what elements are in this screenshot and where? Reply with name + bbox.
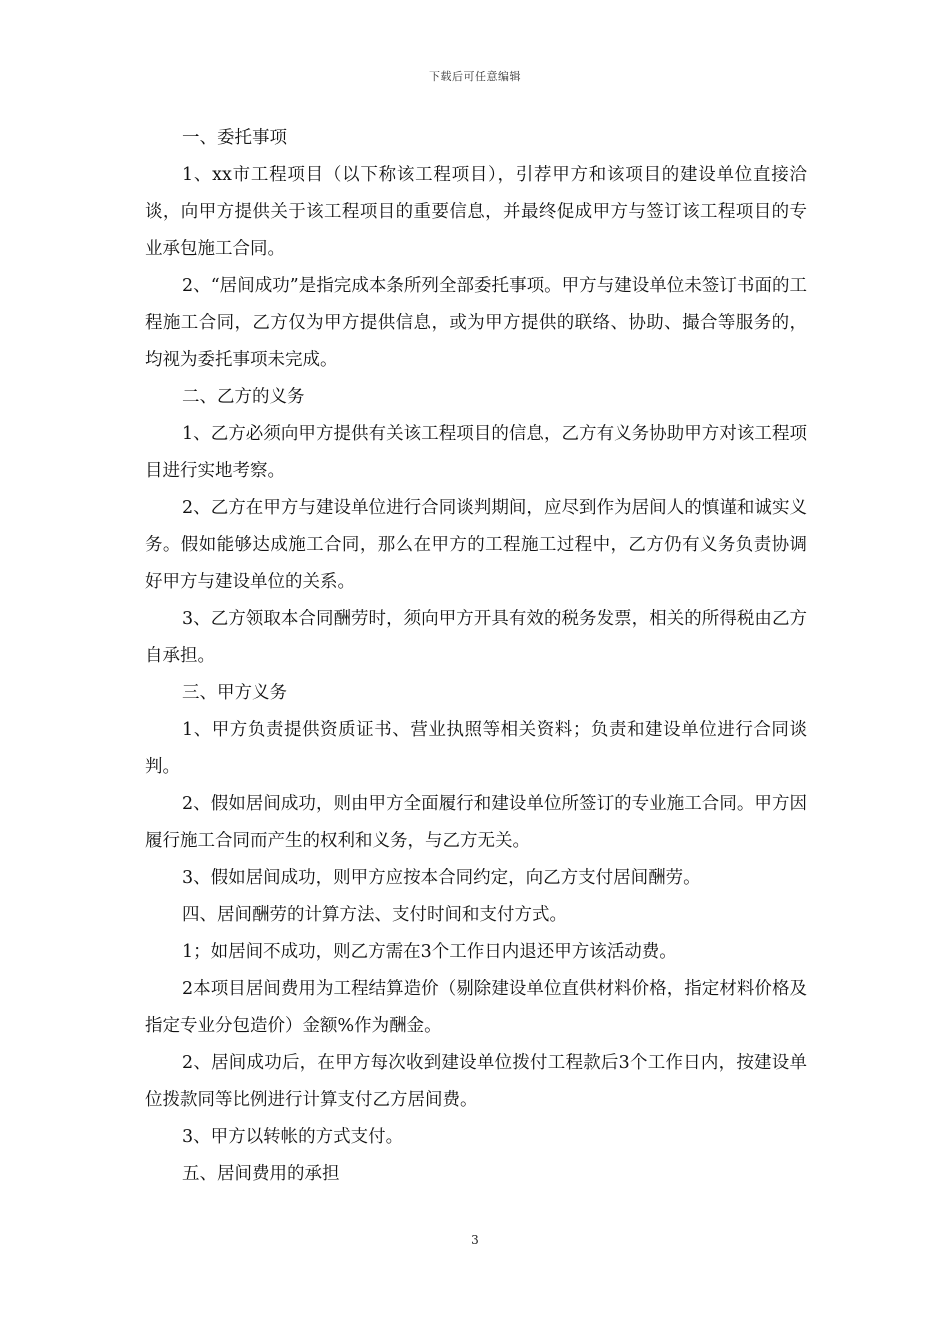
section-heading: 五、居间费用的承担 [182, 1164, 340, 1184]
page-header: 下载后可任意编辑 [429, 70, 521, 83]
paragraph: 3、假如居间成功，则甲方应按本合同约定，向乙方支付居间酬劳。 [182, 868, 701, 888]
section-heading: 二、乙方的义务 [182, 387, 305, 407]
paragraph: 1、xx市工程项目（以下称该工程项目），引荐甲方和该项目的建设单位直接洽谈，向甲方提供关于该工程项目的重要信息，并最终促成甲方与签订该工程项目的专业承包施工合同。 [145, 165, 807, 259]
document-body [145, 120, 807, 1193]
section-heading: 四、居间酬劳的计算方法、支付时间和支付方式。 [182, 905, 567, 925]
paragraph: 1；如居间不成功，则乙方需在3个工作日内退还甲方该活动费。 [182, 942, 677, 962]
paragraph: 3、乙方领取本合同酬劳时，须向甲方开具有效的税务发票，相关的所得税由乙方自承担。 [145, 609, 807, 666]
paragraph: 1、甲方负责提供资质证书、营业执照等相关资料；负责和建设单位进行合同谈判。 [145, 720, 807, 777]
paragraph: 2本项目居间费用为工程结算造价（剔除建设单位直供材料价格，指定材料价格及指定专业分包造价）金额%作为酬金。 [145, 979, 807, 1036]
paragraph: 2、假如居间成功，则由甲方全面履行和建设单位所签订的专业施工合同。甲方因履行施工合同而产生的权利和义务，与乙方无关。 [145, 794, 807, 851]
paragraph: 2、居间成功后，在甲方每次收到建设单位拨付工程款后3个工作日内，按建设单位拨款同等比例进行计算支付乙方居间费。 [145, 1053, 807, 1110]
paragraph: 2、乙方在甲方与建设单位进行合同谈判期间，应尽到作为居间人的慎谨和诚实义务。假如能够达成施工合同，那么在甲方的工程施工过程中，乙方仍有义务负责协调好甲方与建设单位的关系。 [145, 498, 807, 592]
paragraph: 1、乙方必须向甲方提供有关该工程项目的信息，乙方有义务协助甲方对该工程项目进行实地考察。 [145, 424, 807, 481]
paragraph: 2、“居间成功”是指完成本条所列全部委托事项。甲方与建设单位未签订书面的工程施工合同，乙方仅为甲方提供信息，或为甲方提供的联络、协助、撮合等服务的，均视为委托事项未完成。 [145, 276, 807, 370]
paragraph: 3、甲方以转帐的方式支付。 [182, 1127, 404, 1147]
section-heading: 一、委托事项 [182, 128, 287, 148]
section-heading: 三、甲方义务 [182, 683, 287, 703]
page-number: 3 [471, 1233, 479, 1247]
